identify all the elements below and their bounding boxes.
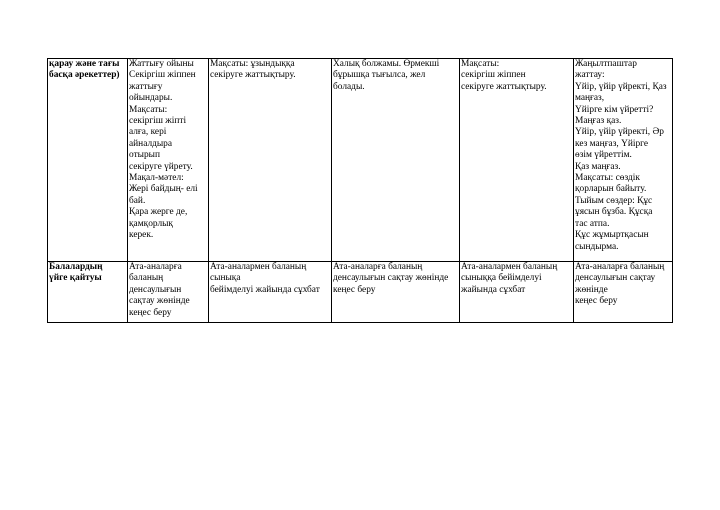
table-row (48, 59, 673, 262)
cell-line: Мақсаты: (129, 104, 168, 115)
cell-line: сақтау жөнінде (129, 296, 190, 307)
cell-line: денсаулығын сақтау жөнінде (333, 273, 449, 284)
cell-line: отырып (129, 150, 160, 161)
table-cell (332, 59, 460, 262)
cell-line: қамқорлық (129, 218, 173, 229)
cell-line: секіруге жаттықтыру. (210, 70, 296, 81)
cell-line: Үйір, үйір үйректі, Әр (575, 127, 664, 138)
table-cell (460, 59, 574, 262)
cell-line: секіруге жаттықтыру. (461, 81, 547, 92)
cell-line: секіруге үйрету. (129, 161, 193, 172)
cell-line: Ата-аналарға баланың (333, 262, 423, 272)
cell-line: Ата-аналармен баланың (210, 262, 307, 272)
row-header-cell (48, 262, 128, 323)
cell-line: бұрышқа тығылса, жел (333, 70, 426, 81)
cell-line: айналдыра (129, 138, 173, 149)
cell-line: қарау және тағы (49, 59, 120, 69)
cell-line: кеңес беру (333, 284, 376, 295)
cell-line: Маңғаз қаз. (575, 116, 622, 127)
cell-line: қорларын байыту. (575, 184, 647, 195)
cell-line: жөнінде (575, 284, 608, 295)
cell-line: Мақсаты: ұзындыққа (210, 59, 295, 69)
cell-line: жайында сұхбат (461, 284, 526, 295)
cell-line: Жері байдың- елі (129, 184, 198, 195)
cell-line: Тыйым сөздер: Құс (575, 195, 653, 206)
cell-line: басқа әрекеттер) (49, 70, 120, 81)
cell-line: өзім үйреттім. (575, 150, 632, 161)
cell-line: керек. (129, 230, 154, 241)
cell-line: ұясын бұзба. Құсқа (575, 207, 653, 218)
cell-line: Мақсаты: сөздік (575, 173, 640, 184)
cell-line: бай. (129, 195, 146, 206)
cell-line: жаттығу (129, 81, 163, 92)
table-cell (460, 262, 574, 323)
cell-line: сыныққа бейімделуі (461, 273, 542, 284)
cell-line: кеңес беру (129, 307, 172, 318)
cell-line: бейімделуі жайында сұхбат (210, 284, 320, 295)
cell-line: секіргіш жіппен (461, 70, 526, 81)
cell-line: сынықа (210, 273, 241, 284)
cell-line: Балалардың (49, 262, 103, 272)
table-cell (128, 59, 209, 262)
cell-line: үйге қайтуы (49, 273, 102, 284)
table-cell (332, 262, 460, 323)
cell-line: Халық болжамы. Өрмекші (333, 59, 440, 69)
cell-line: Мақсаты: (461, 59, 500, 69)
table-cell (574, 59, 673, 262)
cell-line: Құс жұмыртқасын (575, 230, 649, 241)
cell-line: тас атпа. (575, 218, 610, 229)
cell-line: баланың (129, 273, 164, 284)
table-cell (128, 262, 209, 323)
table-cell (209, 59, 332, 262)
cell-line: алға, кері (129, 127, 167, 138)
cell-line: Үйірге кім үйретті? (575, 104, 654, 115)
cell-line: болады. (333, 81, 365, 92)
cell-line: Ата-аналармен баланың (461, 262, 558, 272)
cell-line: Үйір, үйір үйректі, Қаз (575, 81, 667, 92)
table-cell (209, 262, 332, 323)
cell-line: Ата-аналарға баланың (575, 262, 665, 272)
cell-line: жаттау: (575, 70, 605, 81)
cell-line: Ата-аналарға (129, 262, 182, 272)
cell-line: денсаулығын (129, 284, 182, 295)
row-header-cell (48, 59, 128, 262)
cell-line: кеңес беру (575, 296, 618, 307)
cell-line: денсаулығын сақтау (575, 273, 656, 284)
table-cell (574, 262, 673, 323)
cell-line: ойындары. (129, 93, 173, 104)
cell-line: сындырма. (575, 241, 619, 252)
cell-line: кез маңғаз, Үйірге (575, 138, 649, 149)
cell-line: Қаз маңғаз. (575, 161, 621, 172)
cell-line: маңғаз, (575, 93, 605, 104)
cell-line: Жаттығу ойыны (129, 59, 194, 69)
cell-line: секіргіш жіпті (129, 116, 187, 127)
cell-line: Секіргіш жіппен (129, 70, 196, 81)
cell-line: Қара жерге де, (129, 207, 188, 218)
cell-line: Жаңылтпаштар (575, 59, 637, 69)
lesson-plan-table (47, 58, 673, 323)
cell-line: Мақал-мәтел: (129, 173, 184, 184)
table-row (48, 262, 673, 323)
